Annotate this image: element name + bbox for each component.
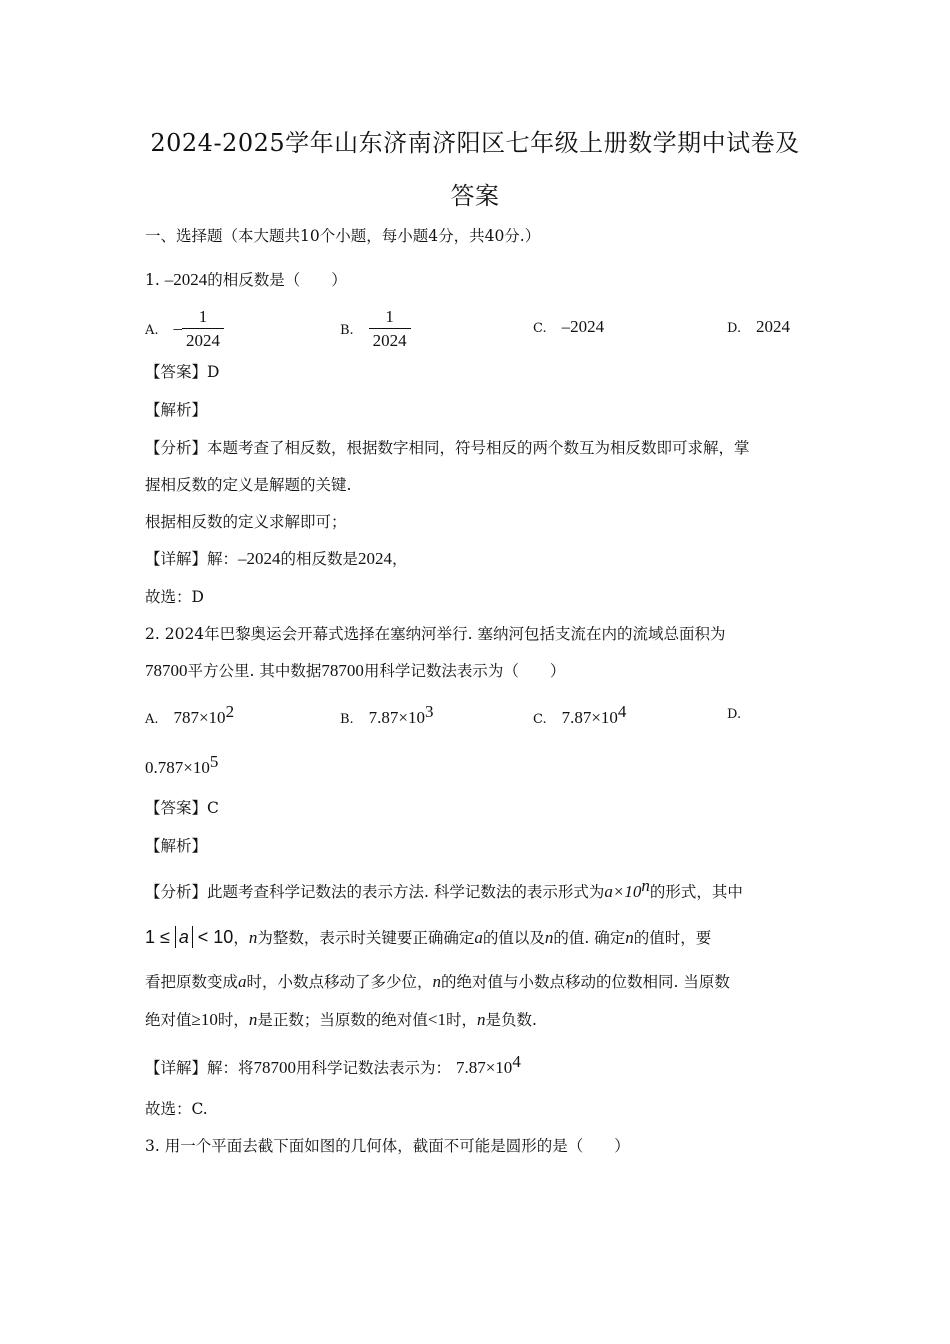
q1-option-c-label: C.: [533, 321, 547, 336]
q1-analysis-line3: 根据相反数的定义求解即可；: [145, 513, 347, 531]
q2-f4-e: 是负数.: [485, 1011, 537, 1029]
q2-f2-d: 为整数，表示时关键要正确确定: [257, 929, 475, 947]
q1-detail-end: ，: [392, 550, 408, 568]
q1-option-c-value: –2024: [561, 317, 605, 336]
q1-option-b-fraction: [369, 306, 411, 353]
q2-f2-lt: < 10: [197, 927, 234, 947]
q1-detail-value-a: –2024: [238, 549, 281, 568]
q2-stem-line2: [145, 659, 565, 681]
q2-f1-exponent: n: [641, 876, 650, 895]
q2-option-a-label: A.: [145, 712, 159, 728]
q2-f4-a: 绝对值: [145, 1011, 192, 1029]
q2-f4-m1: ≥10: [191, 1010, 218, 1029]
q2-f4-n: n: [248, 1010, 258, 1029]
q2-option-c: [533, 702, 626, 728]
q2-f3-n: n: [432, 972, 442, 991]
q1-option-a-denominator: 2024: [185, 331, 220, 350]
q2-f1-b: 的形式，其中: [649, 883, 743, 902]
q2-analysis-line2: [145, 926, 711, 948]
q2-f1-a: 【分析】此题考查科学记数法的表示方法. 科学记数法的表示形式为: [145, 883, 605, 902]
q1-option-a-label: A.: [145, 322, 159, 338]
q2-option-d-label: D.: [727, 707, 742, 722]
q1-option-b-label: B.: [340, 322, 354, 338]
q2-f3-c: 的绝对值与小数点移动的位数相同. 当原数: [441, 973, 730, 991]
q2-option-b: [340, 702, 433, 728]
q1-analysis-line2: 握相反数的定义是解题的关键.: [145, 476, 352, 494]
q2-f2-n: n: [248, 928, 258, 947]
q1-choice: 故选：D: [145, 588, 204, 606]
q2-detail-number: 78700: [253, 1058, 297, 1078]
q2-f2-f: 的值. 确定: [553, 929, 626, 947]
q2-option-b-label: B.: [340, 712, 354, 728]
q2-text-d: 用科学记数法表示为（ ）: [363, 662, 566, 680]
q2-f3-a: 看把原数变成: [145, 973, 239, 991]
q3-stem: 3. 用一个平面去截下面如图的几何体，截面不可能是圆形的是（ ）: [145, 1137, 630, 1155]
q1-detail-middle: 的相反数是: [280, 550, 359, 568]
q2-option-c-label: C.: [533, 712, 547, 728]
q2-f4-m2: <1: [427, 1010, 446, 1029]
q2-jiexi: 【解析】: [145, 837, 208, 855]
q2-option-d-exponent: 5: [209, 752, 219, 771]
q1-option-d-value: 2024: [756, 317, 791, 336]
q2-option-d-base: 0.787×10: [145, 758, 210, 778]
q2-detail: [145, 1052, 521, 1078]
q2-option-b-exponent: 3: [424, 702, 434, 721]
q2-f2-comma: ，: [233, 929, 249, 947]
q2-detail-prefix: 【详解】解：将: [145, 1059, 254, 1078]
q2-stem-line1: 2. 2024年巴黎奥运会开幕式选择在塞纳河举行. 塞纳河包括支流在内的流域总面积为: [145, 625, 726, 643]
q1-detail-prefix: 【详解】解：: [145, 550, 239, 568]
q2-f4-b: 时，: [217, 1011, 249, 1029]
q2-f2-g: 的值时，要: [633, 929, 712, 947]
doc-title-line1: 2024-2025学年山东济南济阳区七年级上册数学期中试卷及: [150, 129, 800, 157]
q2-f2-e: 的值以及: [482, 929, 545, 947]
q2-f3-var: a: [238, 972, 247, 991]
q2-f2-a2: a: [474, 928, 483, 947]
q1-option-a-numerator: 1: [182, 306, 224, 329]
q2-f1-math: a×10: [604, 882, 642, 902]
q1-option-a-fraction: [182, 306, 224, 353]
q1-stem: [145, 268, 347, 290]
q2-f2-abs: a: [175, 926, 193, 948]
q2-choice: 故选：C.: [145, 1100, 208, 1118]
q2-analysis-line1: [145, 876, 743, 902]
q1-jiexi: 【解析】: [145, 401, 208, 419]
q1-option-b: [340, 306, 411, 353]
q2-option-a-base: 787×10: [173, 708, 226, 728]
q1-detail-value-b: 2024: [358, 549, 393, 568]
q1-option-a-sign: –: [173, 318, 182, 338]
q2-f2-one: 1 ≤: [145, 927, 170, 947]
q1-option-d: [727, 317, 790, 337]
q2-option-a: [145, 702, 234, 728]
q1-option-c: [533, 317, 604, 337]
q1-detail: [145, 547, 408, 569]
q2-value-c: 78700: [321, 661, 364, 680]
q2-option-d: [727, 704, 751, 722]
q2-option-c-exponent: 4: [617, 702, 627, 721]
q1-answer: 【答案】D: [145, 363, 220, 381]
q2-analysis-line4: [145, 1008, 537, 1030]
q1-option-b-denominator: 2024: [372, 331, 407, 350]
q2-detail-exponent: 4: [512, 1052, 521, 1071]
q2-option-b-base: 7.87×10: [368, 708, 425, 728]
q2-text-b: 平方公里. 其中数据: [187, 662, 322, 680]
q2-f2-n3: n: [625, 928, 634, 947]
q2-f4-d: 时，: [445, 1011, 477, 1029]
q1-analysis-line1: 【分析】本题考查了相反数，根据数字相同，符号相反的两个数互为相反数即可求解，掌: [145, 439, 750, 457]
q2-option-a-exponent: 2: [225, 702, 235, 721]
q1-option-d-label: D.: [727, 321, 742, 336]
q2-answer: 【答案】C: [145, 799, 219, 817]
q1-expr: –2024: [164, 270, 208, 289]
q2-f3-b: 时，小数点移动了多少位，: [246, 973, 433, 991]
q2-detail-base: 7.87×10: [455, 1058, 513, 1078]
q1-option-a: [145, 306, 224, 353]
q2-detail-middle: 用科学记数法表示为：: [296, 1059, 452, 1078]
q2-value-a: 78700: [145, 661, 188, 680]
q1-number: 1.: [145, 271, 160, 289]
q2-analysis-line3: [145, 970, 730, 992]
q2-option-c-base: 7.87×10: [561, 708, 618, 728]
q1-option-b-numerator: 1: [369, 306, 411, 329]
q2-f4-n2: n: [477, 1010, 486, 1029]
section-heading: 一、选择题（本大题共10个小题，每小题4分，共40分.）: [145, 227, 541, 245]
q2-f4-c: 是正数；当原数的绝对值: [257, 1011, 428, 1029]
doc-title-line2: 答案: [450, 182, 500, 210]
q1-stem-text: 的相反数是（ ）: [207, 271, 347, 289]
q2-f2-n2: n: [544, 928, 554, 947]
q2-option-d-value: [145, 752, 218, 778]
